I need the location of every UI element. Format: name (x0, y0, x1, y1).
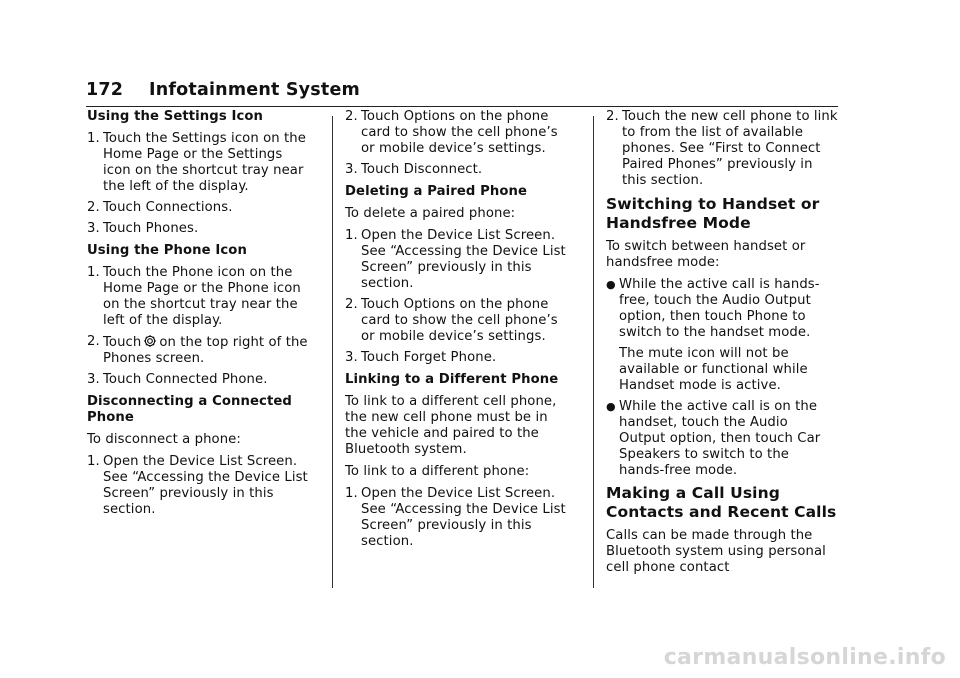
heading-switching-mode: Switching to Handset or Handsfree Mode (606, 195, 820, 232)
subheading-disconnecting: Disconnecting a Connected Phone (87, 394, 292, 425)
bullet-icon: ● (606, 278, 616, 291)
step-text: Touch Phones. (103, 221, 199, 236)
intro-text: To delete a paired phone: (345, 206, 516, 221)
bullet-item (606, 277, 838, 394)
step-item (87, 265, 312, 329)
step-number: 3. (87, 221, 100, 236)
step-item (345, 109, 570, 157)
heading-making-call: Making a Call Using Contacts and Recent Calls (606, 484, 837, 521)
step-text: Open the Device List Screen. See “Accessing the Device List Screen” previously in this section. (361, 228, 566, 291)
step-number: 2. (345, 109, 358, 124)
step-text: Touch the Phone icon on the Home Page or the Phone icon on the shortcut tray near the left of the display. (103, 265, 301, 328)
delete-steps (345, 228, 570, 366)
step-text: Touch Disconnect. (361, 162, 483, 177)
column-divider (332, 116, 333, 588)
intro-text: To disconnect a phone: (87, 432, 241, 447)
bullet-icon: ● (606, 400, 616, 413)
step-text: Touch Connections. (103, 200, 233, 215)
subheading-linking: Linking to a Different Phone (345, 372, 559, 387)
page-header (86, 80, 838, 107)
step-text: Touch the new cell phone to link to from the list of available phones. See “First to Connect Paired Phones” previously in this section. (622, 109, 838, 188)
watermark-text: carmanualsonline.info (663, 645, 946, 670)
step-item (87, 334, 312, 367)
step-number: 1. (87, 454, 100, 469)
step-number: 2. (87, 200, 100, 215)
section-title: Infotainment System (149, 80, 360, 100)
gear-icon (143, 334, 157, 348)
step-number: 3. (345, 162, 358, 177)
subheading-settings-icon: Using the Settings Icon (87, 109, 264, 124)
subheading-deleting: Deleting a Paired Phone (345, 184, 528, 199)
bullet-text: While the active call is hands-free, touch the Audio Output option, then touch Phone to switch to the handset mode. (619, 277, 820, 340)
switch-bullets (606, 277, 838, 479)
step-item (87, 131, 312, 195)
link-steps (345, 486, 570, 550)
step-number: 1. (345, 486, 358, 501)
bullet-item (606, 399, 838, 479)
step-text: Touch Connected Phone. (103, 372, 268, 387)
step-item (345, 228, 570, 292)
step-text: Open the Device List Screen. See “Accessing the Device List Screen” previously in this section. (103, 454, 308, 517)
step-text: Touch the Settings icon on the Home Page or the Settings icon on the shortcut tray near the left of the display. (103, 131, 306, 194)
step-text: Touch Forget Phone. (361, 350, 497, 365)
step-item (345, 486, 570, 550)
subheading-phone-icon: Using the Phone Icon (87, 243, 247, 258)
step-item (345, 162, 570, 178)
column-divider (593, 116, 594, 588)
step-number: 2. (87, 334, 100, 349)
step-text: Touch Options on the phone card to show the cell phone’s or mobile device’s settings. (361, 297, 558, 344)
step-item (606, 109, 838, 189)
intro-text: To switch between handset or handsfree mode: (606, 239, 806, 270)
step-number: 3. (345, 350, 358, 365)
step-text: Touch Options on the phone card to show the cell phone’s or mobile device’s settings. (361, 109, 558, 156)
bullet-text: While the active call is on the handset, touch the Audio Output option, then touch Car Speakers to switch to the hands-free mode. (619, 399, 821, 478)
phone-steps (87, 265, 312, 388)
column-1 (87, 109, 312, 524)
step-number: 2. (345, 297, 358, 312)
step-text: Open the Device List Screen. See “Accessing the Device List Screen” previously in this section. (361, 486, 566, 549)
column-3 (606, 109, 838, 582)
body-paragraph: To link to a different cell phone, the new cell phone must be in the vehicle and paired to the Bluetooth system. (345, 394, 557, 457)
settings-steps (87, 131, 312, 237)
step-number: 1. (345, 228, 358, 243)
step-item (87, 454, 312, 518)
step-item (87, 221, 312, 237)
step-item (345, 297, 570, 345)
step-text-pre: Touch (103, 335, 142, 350)
body-paragraph: Calls can be made through the Bluetooth system using personal cell phone contact (606, 528, 826, 575)
step-text-post: on the top right of the Phones screen. (103, 335, 308, 366)
step-item (87, 200, 312, 216)
disconnect-steps-continued (345, 109, 570, 178)
column-2 (345, 109, 570, 556)
step-number: 2. (606, 109, 619, 124)
step-item (345, 350, 570, 366)
step-item (87, 372, 312, 388)
disconnect-steps (87, 454, 312, 518)
link-steps-continued (606, 109, 838, 189)
bullet-note: The mute icon will not be available or functional while Handset mode is active. (619, 346, 808, 393)
step-number: 1. (87, 265, 100, 280)
step-number: 3. (87, 372, 100, 387)
intro-text: To link to a different phone: (345, 464, 530, 479)
step-number: 1. (87, 131, 100, 146)
page-number: 172 (86, 80, 124, 100)
